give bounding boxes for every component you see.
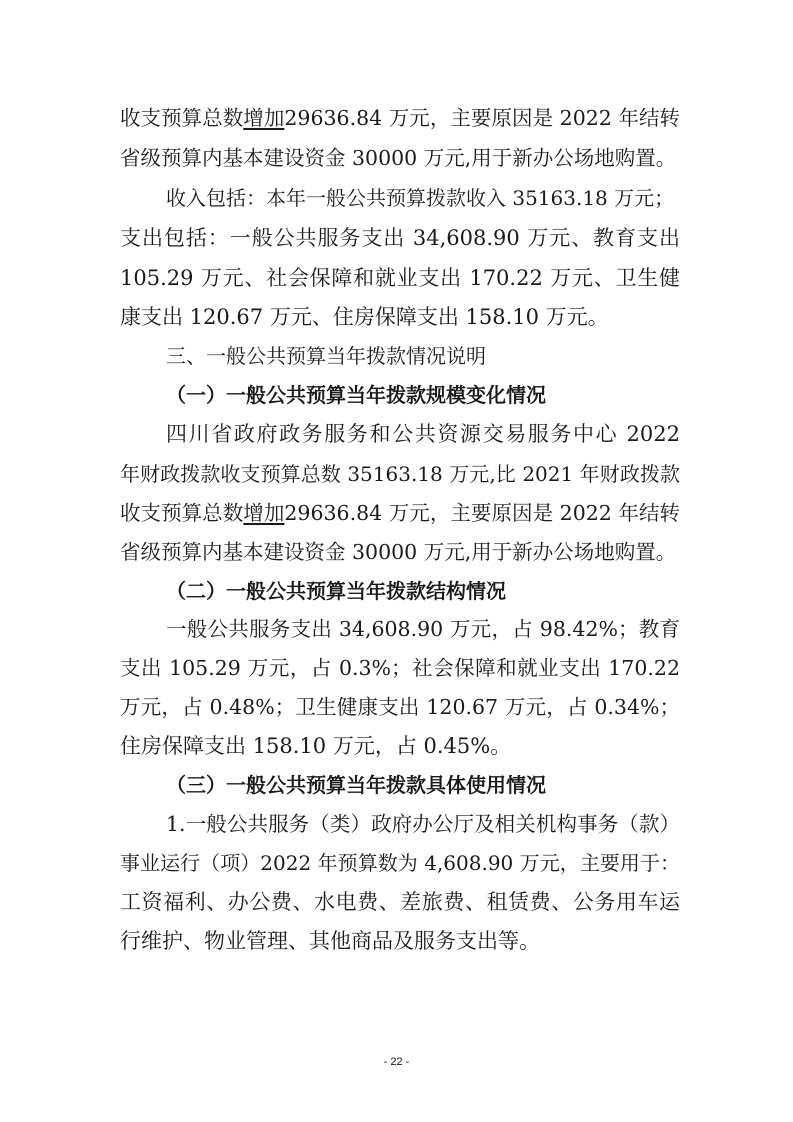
subsection-heading: （二）一般公共预算当年拨款结构情况 <box>166 579 506 603</box>
paragraph-line: 支出包括：一般公共服务支出 34,608.90 万元、教育支出 <box>120 226 680 250</box>
paragraph-line <box>120 104 680 132</box>
paragraph-line: 四川省政府政务服务和公共资源交易服务中心 2022 <box>166 422 680 446</box>
section-heading: 三、一般公共预算当年拨款情况说明 <box>166 344 486 368</box>
paragraph-line: 省级预算内基本建设资金 30000 万元,用于新办公场地购置。 <box>120 540 677 564</box>
text-span: 收支预算总数 <box>120 501 244 525</box>
underlined-text: 增加 <box>243 501 285 525</box>
paragraph-line: 支出 105.29 万元，占 0.3%；社会保障和就业支出 170.22 <box>120 656 680 680</box>
paragraph-line: 一般公共服务支出 34,608.90 万元，占 98.42%；教育 <box>166 617 680 641</box>
paragraph-line: 收入包括：本年一般公共预算拨款收入 35163.18 万元； <box>166 186 675 210</box>
paragraph-line: 康支出 120.67 万元、住房保障支出 158.10 万元。 <box>120 305 609 329</box>
paragraph-line: 住房保障支出 158.10 万元，占 0.45%。 <box>120 734 512 758</box>
paragraph-line: 1.一般公共服务（类）政府办公厅及相关机构事务（款） <box>166 812 680 836</box>
paragraph-line: 年财政拨款收支预算总数 35163.18 万元,比 2021 年财政拨款 <box>120 462 680 486</box>
paragraph-line <box>120 499 680 527</box>
subsection-heading: （三）一般公共预算当年拨款具体使用情况 <box>166 773 546 797</box>
text-span: 29636.84 万元，主要原因是 2022 年结转 <box>284 106 680 130</box>
text-span: 收支预算总数 <box>120 106 244 130</box>
paragraph-line: 万元，占 0.48%；卫生健康支出 120.67 万元，占 0.34%； <box>120 695 680 719</box>
subsection-heading: （一）一般公共预算当年拨款规模变化情况 <box>166 383 546 407</box>
paragraph-line: 105.29 万元、社会保障和就业支出 170.22 万元、卫生健 <box>120 266 680 290</box>
paragraph-line: 省级预算内基本建设资金 30000 万元,用于新办公场地购置。 <box>120 146 677 170</box>
page-number: - 22 - <box>383 1056 410 1068</box>
paragraph-line: 工资福利、办公费、水电费、差旅费、租赁费、公务用车运 <box>120 890 680 914</box>
text-span: 29636.84 万元，主要原因是 2022 年结转 <box>284 501 680 525</box>
paragraph-line: 行维护、物业管理、其他商品及服务支出等。 <box>120 929 540 953</box>
underlined-text: 增加 <box>243 106 285 130</box>
paragraph-line: 事业运行（项）2022 年预算数为 4,608.90 万元，主要用于： <box>120 851 680 875</box>
